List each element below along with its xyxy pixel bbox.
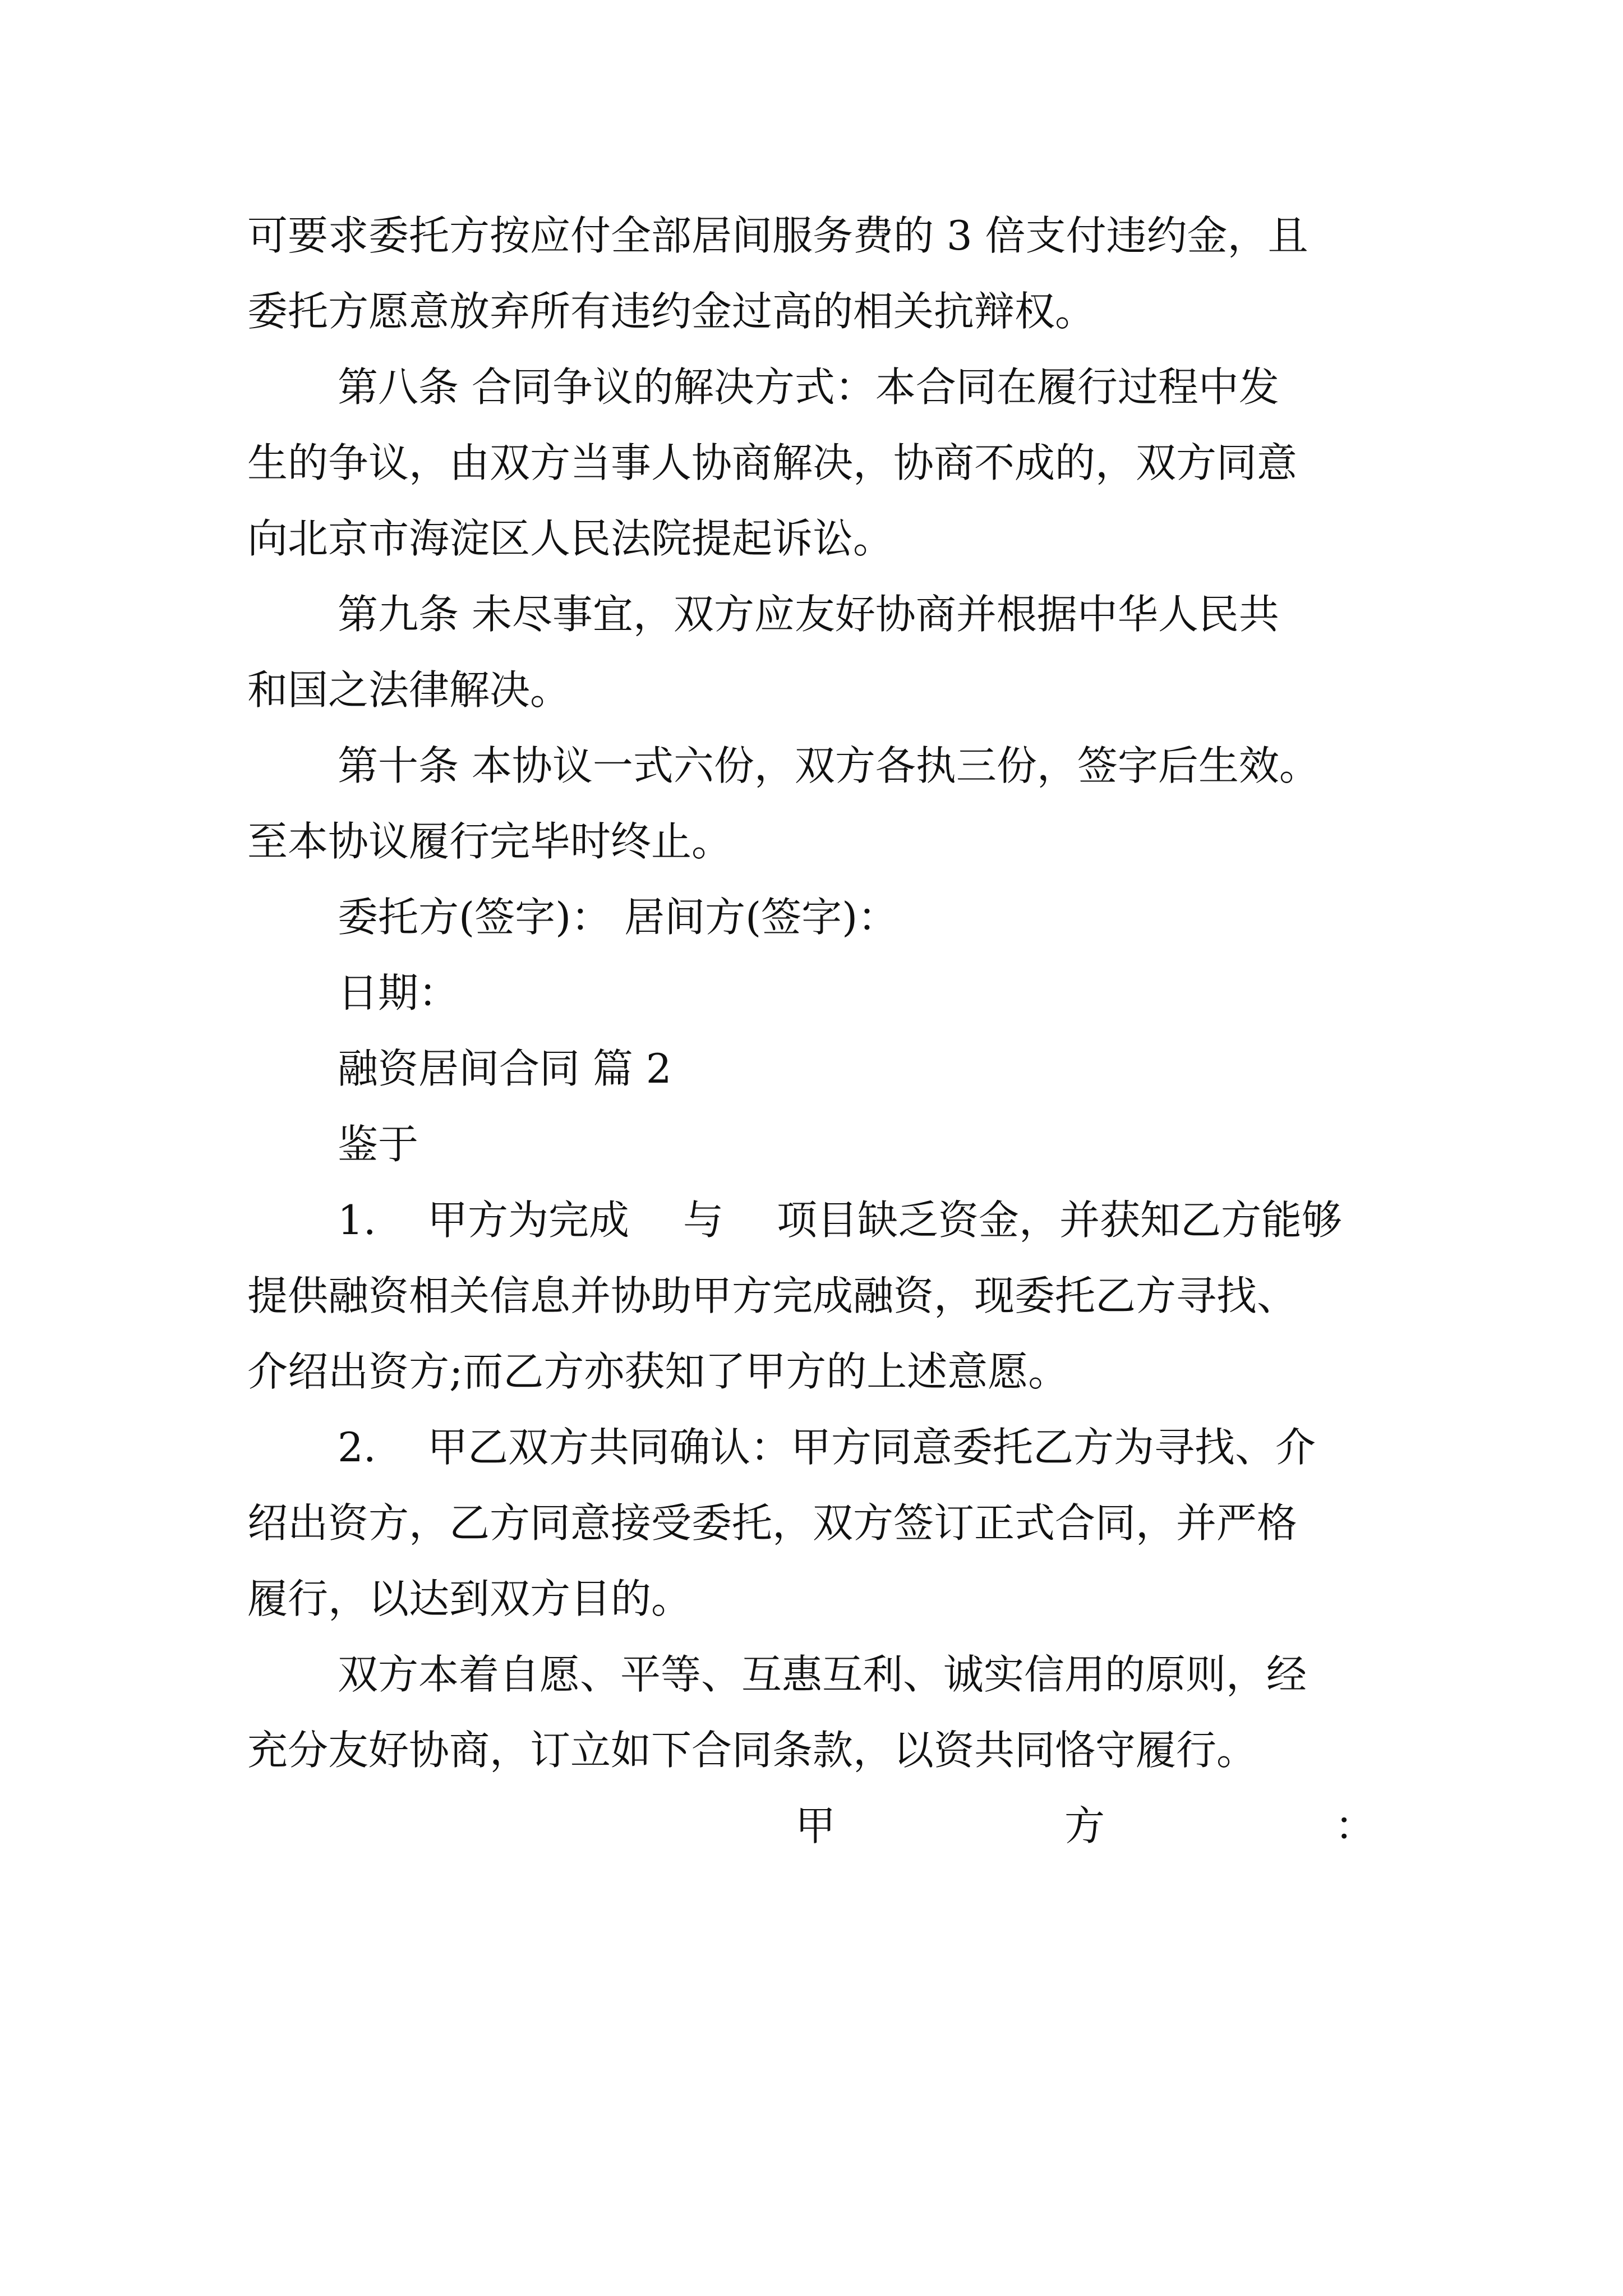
article-8-heading-line: 第八条 合同争议的解决方式：本合同在履行过程中发 — [338, 364, 1279, 411]
paragraph-line: 向北京市海淀区人民法院提起诉讼。 — [247, 515, 894, 562]
paragraph-line: 生的争议，由双方当事人协商解决，协商不成的，双方同意 — [247, 439, 1298, 486]
whereas-item-1-part-c: 项目缺乏资金，并获知乙方能够 — [777, 1197, 1343, 1244]
date-line: 日期： — [338, 969, 459, 1016]
paragraph-line: 委托方愿意放弃所有违约金过高的相关抗辩权。 — [247, 288, 1096, 335]
whereas-item-2-number: 2. — [338, 1424, 376, 1471]
section-title: 融资居间合同 篇 2 — [338, 1045, 672, 1092]
paragraph-line: 绍出资方，乙方同意接受委托，双方签订正式合同，并严格 — [247, 1499, 1298, 1547]
whereas-item-1-number: 1. — [338, 1197, 376, 1244]
whereas-heading: 鉴于 — [338, 1121, 419, 1168]
paragraph-line: 提供融资相关信息并协助甲方完成融资，现委托乙方寻找、 — [247, 1272, 1298, 1319]
article-10-heading-line: 第十条 本协议一式六份，双方各执三份，签字后生效。 — [338, 742, 1320, 789]
paragraph-line: 至本协议履行完毕时终止。 — [247, 818, 732, 865]
whereas-item-2-text: 甲乙双方共同确认：甲方同意委托乙方为寻找、介 — [427, 1424, 1316, 1471]
party-a-label-char-1: 甲 — [795, 1802, 836, 1849]
whereas-item-1-part-b: 与 — [683, 1197, 724, 1244]
signature-line: 委托方(签字)： 居间方(签字)： — [338, 894, 898, 941]
party-a-label-char-2: 方 — [1064, 1802, 1105, 1849]
whereas-item-1-part-a: 甲方为完成 — [427, 1197, 630, 1244]
article-9-heading-line: 第九条 未尽事宜，双方应友好协商并根据中华人民共 — [338, 591, 1279, 638]
paragraph-line: 双方本着自愿、平等、互惠互利、诚实信用的原则，经 — [338, 1651, 1307, 1698]
paragraph-line: 履行，以达到双方目的。 — [247, 1575, 692, 1622]
paragraph-line: 和国之法律解决。 — [247, 666, 571, 714]
party-a-colon: ： — [1335, 1802, 1376, 1849]
paragraph-line: 充分友好协商，订立如下合同条款，以资共同恪守履行。 — [247, 1727, 1257, 1774]
paragraph-line: 可要求委托方按应付全部居间服务费的 3 倍支付违约金，且 — [247, 212, 1308, 259]
paragraph-line: 介绍出资方;而乙方亦获知了甲方的上述意愿。 — [247, 1348, 1069, 1395]
